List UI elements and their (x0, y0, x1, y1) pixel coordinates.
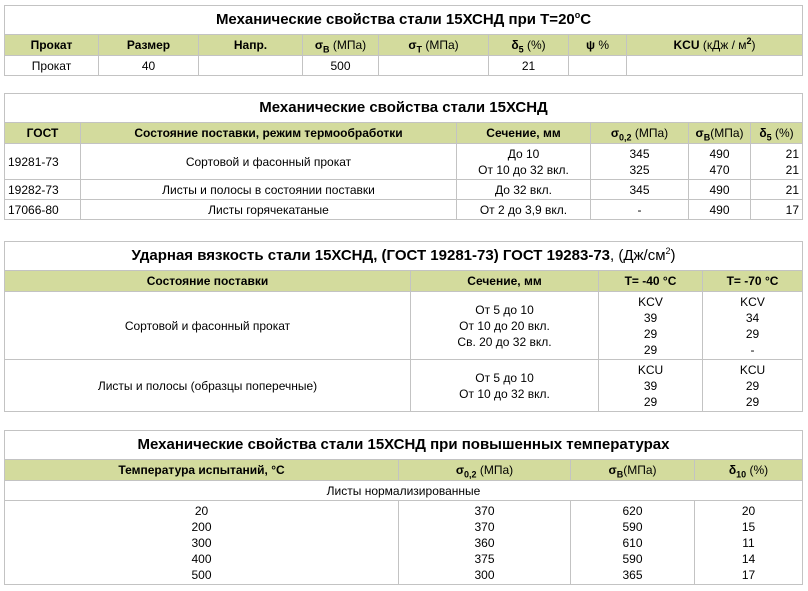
header-napr: Напр. (199, 35, 303, 56)
header-section: Сечение, мм (411, 271, 599, 292)
header-delta: $\delta_5$ (%) (751, 123, 803, 144)
header-kcu: KCU $(кДж / м^2)$ (627, 35, 803, 56)
table-mech-props-20c (4, 5, 803, 76)
header-sigma-b: $\sigma_B(МПа)$ (571, 460, 695, 481)
header-sigma02: $\sigma_{0,2}$ (МПа) (591, 123, 689, 144)
header-sigma02: $\sigma_{0,2}$ (МПа) (399, 460, 571, 481)
table-impact-toughness (4, 241, 803, 412)
header-sigma-t: $\sigma_T$ (МПа) (379, 35, 489, 56)
header-t40: T= -40 °C (599, 271, 703, 292)
header-sigma-b: $\sigma_B(МПа)$ (689, 123, 751, 144)
table-mech-props (4, 93, 803, 220)
header-sigma-b: $\sigma_B$ (МПа) (303, 35, 379, 56)
table-row: Сортовой и фасонный прокат От 5 до 10 От 10 до 20 вкл. Св. 20 до 32 вкл. KCV 39 29 29 KCV 34 29 - (5, 292, 803, 360)
table-row: Прокат 40 500 21 (5, 56, 803, 76)
table-row: 20 200 300 400 500 370 370 360 375 300 620 590 610 590 365 20 15 11 14 17 (5, 501, 803, 585)
table-title: Ударная вязкость стали 15ХСНД, (ГОСТ 19281-73) ГОСТ 19283-73, $(Дж/см^2)$ (5, 242, 803, 271)
header-t70: T= -70 °C (703, 271, 803, 292)
header-state: Состояние поставки, режим термообработки (81, 123, 457, 144)
table-elevated-temp (4, 430, 803, 585)
table-row: 19281-73 Сортовой и фасонный прокат До 10 От 10 до 32 вкл. 345 325 490 470 21 21 (5, 144, 803, 180)
table-row: 17066-80 Листы горячекатаные От 2 до 3,9 вкл. - 490 17 (5, 200, 803, 220)
header-temp: Температура испытаний, °C (5, 460, 399, 481)
header-delta: $\delta_5$ (%) (489, 35, 569, 56)
header-state: Состояние поставки (5, 271, 411, 292)
table-title: Механические свойства стали 15ХСНД (5, 94, 803, 123)
header-delta: $\delta_{10}$ (%) (695, 460, 803, 481)
header-razmer: Размер (99, 35, 199, 56)
table-title: Механические свойства стали 15ХСНД при повышенных температурах (5, 431, 803, 460)
header-section: Сечение, мм (457, 123, 591, 144)
table-row: 19282-73 Листы и полосы в состоянии поставки До 32 вкл. 345 490 21 (5, 180, 803, 200)
group-row: Листы нормализированные (5, 481, 803, 501)
table-row: Листы и полосы (образцы поперечные) От 5 до 10 От 10 до 32 вкл. KCU 39 29 KCU 29 29 (5, 360, 803, 412)
table-title: Механические свойства стали 15ХСНД при $Т=20^oС$ (5, 6, 803, 35)
header-psi: ψ % (569, 35, 627, 56)
header-gost: ГОСТ (5, 123, 81, 144)
header-prokat: Прокат (5, 35, 99, 56)
